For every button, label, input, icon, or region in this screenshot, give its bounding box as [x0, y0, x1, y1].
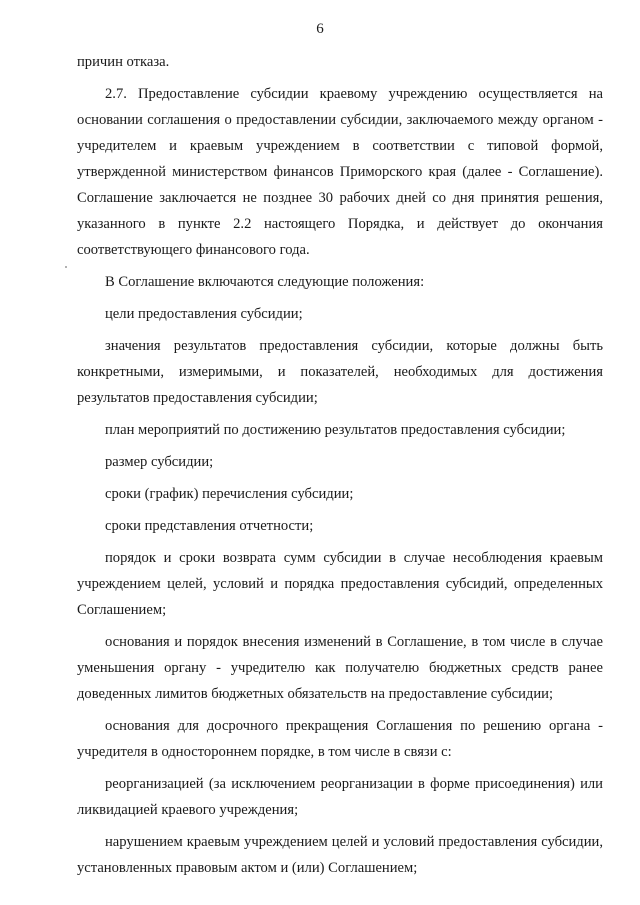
list-item-subsidy-amount: размер субсидии;	[105, 454, 214, 470]
paragraph-continuation: причин отказа.	[77, 54, 170, 70]
list-item-violation: нарушением краевым учреждением целей и условий предоставления субсидии, установленных правовым актом и (или) Соглашением;	[77, 834, 603, 876]
list-item-reporting-deadlines: сроки представления отчетности;	[105, 518, 314, 534]
list-item-subsidy-goals: цели предоставления субсидии;	[105, 306, 303, 322]
document-body	[77, 49, 603, 881]
list-item-refund-procedure: порядок и сроки возврата сумм субсидии в случае несоблюдения краевым учреждением целей, условий и порядка предоставления субсидий, определенных Соглашением;	[77, 550, 603, 618]
paragraph-clause-2-7: 2.7. Предоставление субсидии краевому учреждению осуществляется на основании соглашения о предоставлении субсидии, заключаемого между органом - учредителем и краевым учреждением в соответствии с типовой формой, утвержденной министерством финансов Приморского края (далее - Соглашение). Соглашение заключается не позднее 30 рабочих дней со дня принятия решения, указанного в пункте 2.2 настоящего Порядка, и действует до окончания соответствующего финансового года.	[77, 86, 603, 258]
list-item-reorganization: реорганизацией (за исключением реорганизации в форме присоединения) или ликвидацией краевого учреждения;	[77, 776, 603, 818]
paragraph-agreement-provisions-intro: В Соглашение включаются следующие положения:	[105, 274, 425, 290]
list-item-amendment-grounds: основания и порядок внесения изменений в Соглашение, в том числе в случае уменьшения органу - учредителю как получателю бюджетных средств ранее доведенных лимитов бюджетных обязательств на предоставление субсидии;	[77, 634, 603, 702]
list-item-early-termination: основания для досрочного прекращения Соглашения по решению органа - учредителя в одностороннем порядке, в том числе в связи с:	[77, 718, 603, 760]
list-item-transfer-schedule: сроки (график) перечисления субсидии;	[105, 486, 354, 502]
page-number: 6	[316, 21, 324, 37]
scan-speck	[65, 266, 67, 268]
list-item-action-plan: план мероприятий по достижению результатов предоставления субсидии;	[105, 422, 566, 438]
list-item-result-values: значения результатов предоставления субсидии, которые должны быть конкретными, измеримыми, и показателей, необходимых для достижения результатов предоставления субсидии;	[77, 338, 603, 406]
